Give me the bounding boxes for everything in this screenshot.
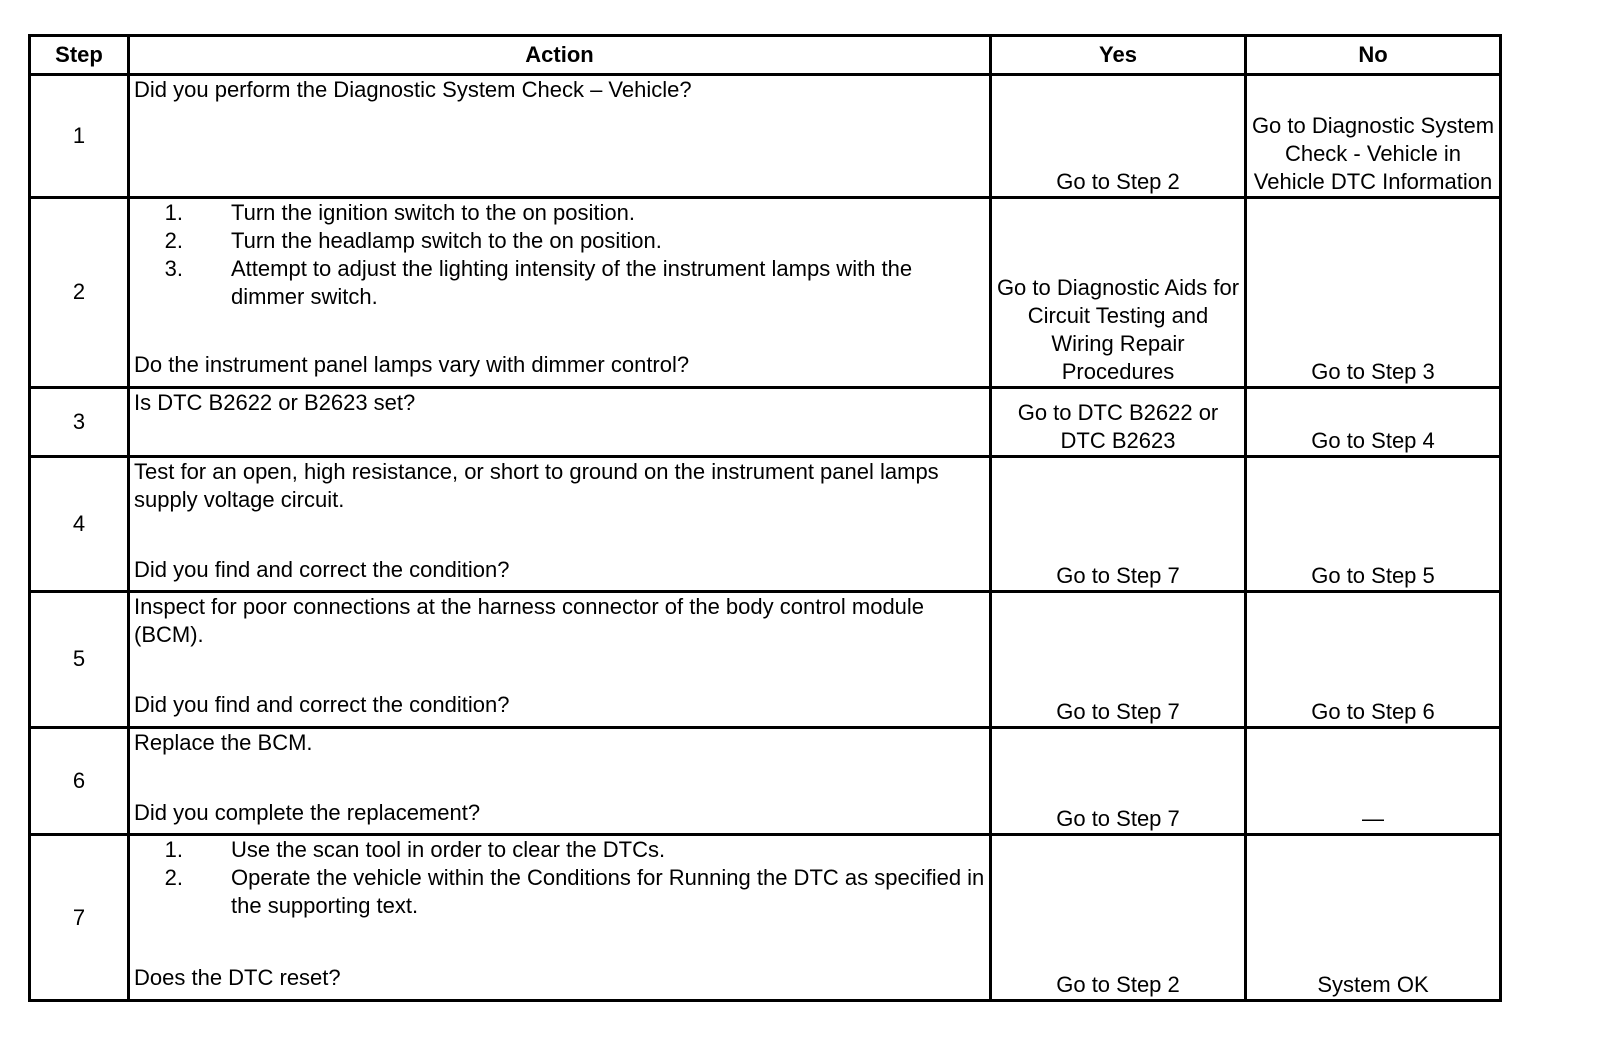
substep-text: Operate the vehicle within the Conditions for Running the DTC as specified in the supporting text. [231, 865, 985, 919]
table-row [30, 835, 1501, 1001]
step-number: 6 [30, 727, 129, 834]
substep-number: 3. [164, 255, 183, 281]
substep-text: Attempt to adjust the lighting intensity of the instrument lamps with the dimmer switch. [231, 255, 913, 309]
action-description: Is DTC B2622 or B2623 set? [134, 390, 416, 416]
table-row [30, 75, 1501, 198]
yes-outcome: Go to Step 7 [991, 456, 1246, 592]
substep-text: Use the scan tool in order to clear the DTCs. [231, 837, 666, 863]
yes-outcome: Go to Step 7 [991, 592, 1246, 728]
table-row [30, 197, 1501, 388]
header-no: No [1246, 36, 1501, 75]
step-number: 4 [30, 456, 129, 592]
table-row [30, 456, 1501, 592]
action-description: Test for an open, high resistance, or short to ground on the instrument panel lamps supply voltage circuit. [134, 458, 939, 512]
no-outcome: Go to Step 4 [1246, 388, 1501, 456]
substep-item [134, 836, 985, 864]
step-number: 1 [30, 75, 129, 198]
action-question: Does the DTC reset? [134, 965, 341, 991]
action-cell [129, 456, 991, 592]
diagnostic-table [28, 34, 1502, 1002]
action-cell [129, 592, 991, 728]
action-cell [129, 727, 991, 834]
action-question: Do the instrument panel lamps vary with dimmer control? [134, 351, 690, 377]
substep-text: Turn the ignition switch to the on position. [231, 199, 635, 225]
action-cell [129, 75, 991, 198]
header-step: Step [30, 36, 129, 75]
step-number: 3 [30, 388, 129, 456]
no-outcome: System OK [1246, 835, 1501, 1001]
no-outcome: Go to Step 3 [1246, 197, 1501, 388]
step-number: 2 [30, 197, 129, 388]
substep-number: 1. [164, 199, 183, 225]
action-description: Replace the BCM. [134, 729, 313, 755]
substep-list [134, 836, 985, 920]
yes-outcome: Go to Step 7 [991, 727, 1246, 834]
no-outcome: Go to Step 5 [1246, 456, 1501, 592]
action-question: Did you find and correct the condition? [134, 692, 510, 718]
yes-outcome: Go to Step 2 [991, 835, 1246, 1001]
table-row [30, 592, 1501, 728]
action-cell [129, 197, 991, 388]
action-description: Did you perform the Diagnostic System Check – Vehicle? [134, 77, 692, 102]
yes-outcome: Go to Diagnostic Aids for Circuit Testing and Wiring Repair Procedures [991, 197, 1246, 388]
substep-number: 1. [164, 837, 183, 863]
action-question: Did you find and correct the condition? [134, 556, 510, 582]
substep-item [134, 227, 985, 255]
yes-outcome: Go to DTC B2622 or DTC B2623 [991, 388, 1246, 456]
no-outcome: Go to Step 6 [1246, 592, 1501, 728]
substep-text: Turn the headlamp switch to the on position. [231, 227, 662, 253]
table-row [30, 727, 1501, 834]
action-cell [129, 388, 991, 456]
action-question: Did you complete the replacement? [134, 799, 481, 825]
table-row [30, 388, 1501, 456]
substep-number: 2. [164, 227, 183, 253]
substep-item [134, 864, 985, 920]
no-outcome: Go to Diagnostic System Check - Vehicle in Vehicle DTC Information [1246, 75, 1501, 198]
action-description: Inspect for poor connections at the harness connector of the body control module (BCM). [134, 594, 925, 648]
step-number: 7 [30, 835, 129, 1001]
yes-outcome: Go to Step 2 [991, 75, 1246, 198]
no-outcome: — [1246, 727, 1501, 834]
substep-item [134, 199, 985, 227]
header-yes: Yes [991, 36, 1246, 75]
header-row [30, 36, 1501, 75]
substep-number: 2. [164, 865, 183, 891]
substep-list [134, 199, 985, 311]
header-action: Action [129, 36, 991, 75]
action-cell [129, 835, 991, 1001]
substep-item [134, 255, 985, 311]
step-number: 5 [30, 592, 129, 728]
